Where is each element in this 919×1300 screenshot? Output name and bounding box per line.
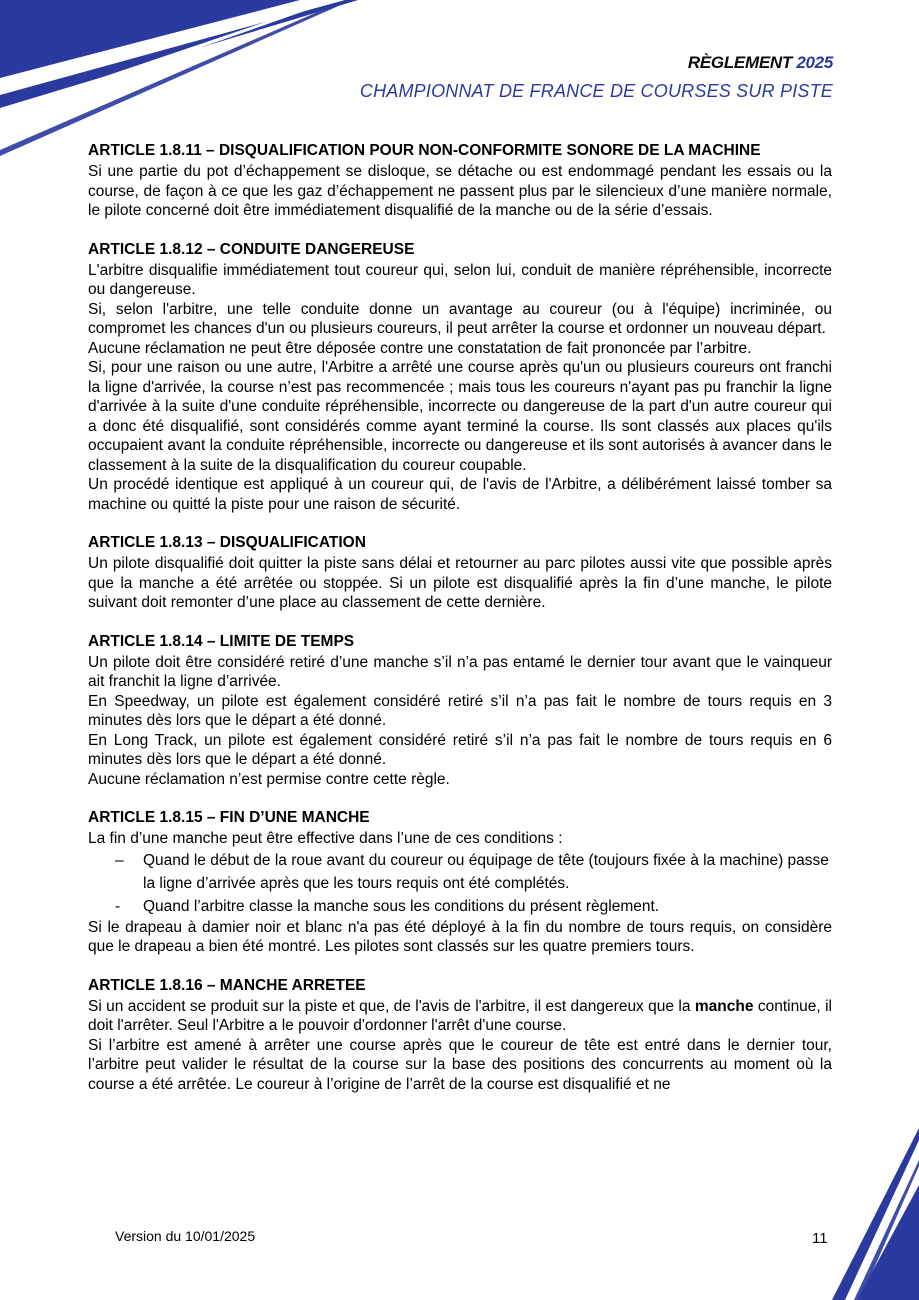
article-title: ARTICLE 1.8.13 – DISQUALIFICATION: [88, 534, 366, 551]
article-1-8-15: [88, 808, 832, 957]
article-paragraph: L'arbitre disqualifie immédiatement tout coureur qui, selon lui, conduit de manière répréhensible, incorrecte ou dangereuse.: [88, 261, 832, 298]
bullet-dash: –: [115, 851, 124, 869]
footer-version: Version du 10/01/2025: [115, 1228, 256, 1244]
article-title: ARTICLE 1.8.16 – MANCHE ARRETEE: [88, 976, 366, 994]
article-1-8-16: [88, 976, 832, 1095]
header-subtitle: CHAMPIONNAT DE FRANCE DE COURSES SUR PISTE: [359, 81, 833, 101]
text-run: continue, il doit l'arrêter. Seul l'Arbitre a le pouvoir d'ordonner l'arrêt d'une course.: [88, 997, 832, 1034]
article-paragraph: En Speedway, un pilote est également considéré retiré s’il n’a pas fait le nombre de tours requis en 3 minutes dès lors que le départ a été donné.: [88, 692, 832, 729]
article-title: ARTICLE 1.8.11 – DISQUALIFICATION POUR NON-CONFORMITE SONORE DE LA MACHINE: [88, 142, 761, 159]
header-title-word: RÈGLEMENT: [687, 53, 792, 72]
list-item-text: Quand le début de la roue avant du coureur ou équipage de tête (toujours fixée à la machine) passe la ligne d’arrivée après que les tours requis ont été complétés.: [143, 851, 829, 892]
bullet-dash: -: [115, 897, 121, 915]
article-paragraph: Si l’arbitre est amené à arrêter une course après que le coureur de tête est entré dans le dernier tour, l’arbitre peut valider le résultat de la course sur la base des positions des concurrents au moment où la course a été arrêtée. Le coureur à l’origine de l’arrêt de la course est disqualifié et ne: [88, 1036, 832, 1093]
article-paragraph: Aucune réclamation n’est permise contre cette règle.: [88, 770, 450, 788]
list-item: [115, 895, 832, 918]
article-paragraph: Si une partie du pot d’échappement se disloque, se détache ou est endommagé pendant les essais ou la course, de façon à ce que les gaz d’échappement ne passent plus par le silencieux d’une manière normale, le pilote concerné doit être immédiatement disqualifié de la manche ou de la série d’essais.: [88, 163, 832, 219]
list-item-text: Quand l’arbitre classe la manche sous les conditions du présent règlement.: [143, 897, 660, 915]
article-paragraph: Si, pour une raison ou une autre, l'Arbitre a arrêté une course après qu'un ou plusieurs coureurs ont franchi la ligne d'arrivée, la course n’est pas recommencée ; mais tous les coureurs n'ayant pas pu franchir la ligne d'arrivée à la suite d'une conduite répréhensible, incorrecte ou dangereuse de la part d'un autre coureur qui a donc été disqualifié, sont considérés comme ayant terminé la course. Ils sont classés aux places qu'ils occupaient avant la conduite répréhensible, incorrecte ou dangereuse et ils sont autorisés à avancer dans le classement à la suite de la disqualification du coureur coupable.: [88, 359, 832, 474]
article-paragraph: Si, selon l'arbitre, une telle conduite donne un avantage au coureur (ou à l'équipe) incriminée, ou compromet les chances d'un ou plusieurs coureurs, il peut arrêter la course et ordonner un nouveau départ.: [88, 300, 832, 337]
article-1-8-12: [88, 240, 832, 515]
bold-text-run: manche: [694, 997, 754, 1015]
text-run: Si un accident se produit sur la piste et que, de l'avis de l'arbitre, il est dangereux que la: [88, 997, 695, 1015]
article-intro: La fin d’une manche peut être effective dans l’une de ces conditions :: [88, 830, 563, 847]
header-title: [360, 52, 833, 74]
article-paragraph: Aucune réclamation ne peut être déposée contre une constatation de fait prononcée par l’arbitre.: [88, 339, 752, 357]
article-title: ARTICLE 1.8.15 – FIN D’UNE MANCHE: [88, 809, 370, 826]
article-title: ARTICLE 1.8.14 – LIMITE DE TEMPS: [88, 632, 355, 650]
list-item: [115, 849, 832, 895]
article-paragraph: [88, 997, 832, 1036]
article-1-8-14: [88, 632, 832, 790]
article-1-8-13: [88, 533, 832, 613]
document-header: [360, 52, 833, 102]
article-1-8-11: [88, 141, 832, 221]
article-paragraph: Un pilote doit être considéré retiré d’une manche s’il n’a pas entamé le dernier tour avant que le vainqueur ait franchit la ligne d’arrivée.: [88, 653, 832, 690]
article-title: ARTICLE 1.8.12 – CONDUITE DANGEREUSE: [88, 240, 415, 258]
article-paragraph: Si le drapeau à damier noir et blanc n'a pas été déployé à la fin du nombre de tours requis, on considère que le drapeau a bien été montré. Les pilotes sont classés sur les quatre premiers tours.: [88, 918, 832, 955]
document-body: [88, 141, 832, 1113]
article-paragraph: Un pilote disqualifié doit quitter la piste sans délai et retourner au parc pilotes aussi vite que possible après que la manche a été arrêtée ou stoppée. Si un pilote est disqualifié après la fin d’une manche, le pilote suivant doit remonter d’une place au classement de cette dernière.: [88, 555, 832, 611]
header-title-year: 2025: [796, 53, 833, 72]
page-number: 11: [812, 1230, 828, 1247]
conditions-list: [88, 849, 832, 918]
article-paragraph: Un procédé identique est appliqué à un coureur qui, de l'avis de l'Arbitre, a délibérément laissé tomber sa machine ou quitté la piste pour une raison de sécurité.: [88, 476, 832, 513]
article-paragraph: En Long Track, un pilote est également considéré retiré s’il n’a pas fait le nombre de tours requis en 6 minutes dès lors que le départ a été donné.: [88, 731, 832, 768]
